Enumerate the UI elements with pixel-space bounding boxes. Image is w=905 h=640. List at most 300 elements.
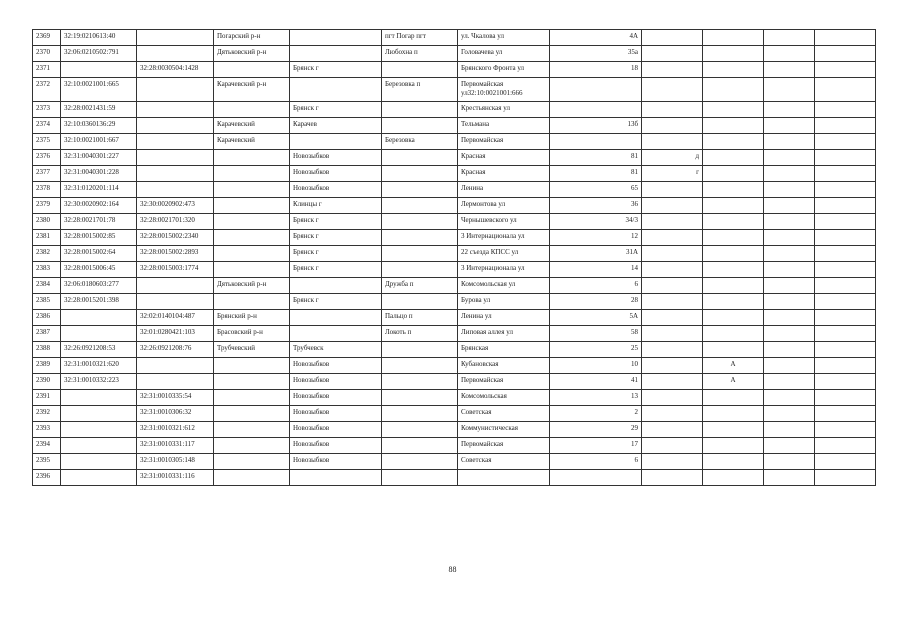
table-row	[33, 422, 876, 438]
cell-empty-2	[815, 78, 876, 102]
cell-letter	[642, 118, 703, 134]
cell-row-number: 2395	[33, 454, 61, 470]
cell-building-cadastral-number: 32:28:0015003:1774	[137, 262, 214, 278]
cell-row-number: 2369	[33, 30, 61, 46]
cell-building	[703, 198, 764, 214]
cell-building	[703, 406, 764, 422]
cell-empty-1	[764, 262, 815, 278]
cell-city	[290, 78, 382, 102]
cell-house-number: 14	[550, 262, 642, 278]
cell-street: Бурова ул	[458, 294, 550, 310]
cell-letter	[642, 278, 703, 294]
cell-district	[214, 294, 290, 310]
cell-row-number: 2389	[33, 358, 61, 374]
cell-house-number: 12	[550, 230, 642, 246]
cell-empty-1	[764, 406, 815, 422]
cell-row-number: 2382	[33, 246, 61, 262]
table-row	[33, 78, 876, 102]
cell-settlement: Дружба п	[382, 278, 458, 294]
cell-row-number: 2380	[33, 214, 61, 230]
cell-settlement	[382, 230, 458, 246]
cell-building-cadastral-number	[137, 182, 214, 198]
cell-empty-2	[815, 166, 876, 182]
cell-district	[214, 438, 290, 454]
cell-letter	[642, 262, 703, 278]
table-row	[33, 454, 876, 470]
cell-building	[703, 30, 764, 46]
cell-empty-2	[815, 46, 876, 62]
cell-letter	[642, 294, 703, 310]
cell-street: Крестьянская ул	[458, 102, 550, 118]
cell-building	[703, 294, 764, 310]
table-row	[33, 278, 876, 294]
cell-settlement	[382, 406, 458, 422]
cell-building-cadastral-number: 32:26:0921208:76	[137, 342, 214, 358]
table-row	[33, 166, 876, 182]
cell-letter	[642, 454, 703, 470]
table-row	[33, 150, 876, 166]
cell-building	[703, 46, 764, 62]
cell-letter	[642, 390, 703, 406]
cell-cadastral-number	[61, 406, 137, 422]
cell-city	[290, 134, 382, 150]
table-row	[33, 198, 876, 214]
cell-building-cadastral-number	[137, 150, 214, 166]
table-row	[33, 438, 876, 454]
cell-letter	[642, 342, 703, 358]
cell-building-cadastral-number	[137, 358, 214, 374]
cell-city: Новозыбков	[290, 374, 382, 390]
cell-cadastral-number	[61, 326, 137, 342]
cell-empty-1	[764, 470, 815, 486]
cell-empty-1	[764, 150, 815, 166]
cell-house-number: 28	[550, 294, 642, 310]
cell-district: Карачевский	[214, 134, 290, 150]
cell-empty-2	[815, 134, 876, 150]
cell-building	[703, 182, 764, 198]
cell-settlement: Локоть п	[382, 326, 458, 342]
cell-building	[703, 230, 764, 246]
cell-row-number: 2374	[33, 118, 61, 134]
cell-cadastral-number	[61, 438, 137, 454]
table-row	[33, 118, 876, 134]
table-row	[33, 62, 876, 78]
cell-building: А	[703, 358, 764, 374]
cell-street: 3 Интернационала ул	[458, 262, 550, 278]
cell-house-number: 2	[550, 406, 642, 422]
cell-empty-1	[764, 166, 815, 182]
cell-street: Ленина ул	[458, 310, 550, 326]
cell-letter	[642, 230, 703, 246]
cell-row-number: 2394	[33, 438, 61, 454]
cell-house-number: 81	[550, 150, 642, 166]
cell-settlement: Любохна п	[382, 46, 458, 62]
cell-row-number: 2388	[33, 342, 61, 358]
cell-empty-2	[815, 118, 876, 134]
cell-cadastral-number: 32:28:0021701:78	[61, 214, 137, 230]
cell-street: ул. Чкалова ул	[458, 30, 550, 46]
table-row	[33, 310, 876, 326]
cell-city: Новозыбков	[290, 438, 382, 454]
cell-empty-1	[764, 438, 815, 454]
cell-city	[290, 46, 382, 62]
cell-building	[703, 390, 764, 406]
cell-building-cadastral-number	[137, 278, 214, 294]
cell-street: Кубановская	[458, 358, 550, 374]
cell-letter	[642, 30, 703, 46]
cell-building	[703, 278, 764, 294]
cell-empty-2	[815, 62, 876, 78]
cell-building	[703, 310, 764, 326]
cell-empty-2	[815, 470, 876, 486]
registry-body	[33, 30, 876, 486]
cell-city: Брянск г	[290, 262, 382, 278]
cell-empty-2	[815, 150, 876, 166]
cell-cadastral-number: 32:10:0360136:29	[61, 118, 137, 134]
cell-city: Трубчевск	[290, 342, 382, 358]
cell-house-number: 29	[550, 422, 642, 438]
cell-building	[703, 246, 764, 262]
cell-row-number: 2390	[33, 374, 61, 390]
cell-building	[703, 326, 764, 342]
cell-building	[703, 166, 764, 182]
cell-city: Новозыбков	[290, 390, 382, 406]
cell-cadastral-number: 32:28:0015002:85	[61, 230, 137, 246]
cell-house-number: 4А	[550, 30, 642, 46]
cell-letter	[642, 102, 703, 118]
cell-house-number: 31А	[550, 246, 642, 262]
cell-empty-1	[764, 374, 815, 390]
cell-city	[290, 310, 382, 326]
cell-empty-1	[764, 230, 815, 246]
cell-row-number: 2377	[33, 166, 61, 182]
cell-building	[703, 134, 764, 150]
cell-building	[703, 62, 764, 78]
cell-cadastral-number: 32:31:0120201:114	[61, 182, 137, 198]
cell-letter	[642, 470, 703, 486]
cell-settlement	[382, 246, 458, 262]
cell-city: Новозыбков	[290, 150, 382, 166]
cell-building	[703, 438, 764, 454]
table-row	[33, 214, 876, 230]
cell-letter	[642, 438, 703, 454]
cell-building-cadastral-number: 32:02:0140104:487	[137, 310, 214, 326]
cell-row-number: 2373	[33, 102, 61, 118]
table-row	[33, 326, 876, 342]
cell-letter	[642, 374, 703, 390]
table-row	[33, 390, 876, 406]
cell-settlement	[382, 438, 458, 454]
cell-settlement	[382, 342, 458, 358]
cell-row-number: 2386	[33, 310, 61, 326]
cell-row-number: 2381	[33, 230, 61, 246]
cell-empty-2	[815, 182, 876, 198]
cell-district	[214, 358, 290, 374]
cell-row-number: 2392	[33, 406, 61, 422]
cell-street: Чернышевского ул	[458, 214, 550, 230]
cell-cadastral-number: 32:31:0040301:227	[61, 150, 137, 166]
cell-empty-2	[815, 390, 876, 406]
cell-building-cadastral-number: 32:31:0010306:32	[137, 406, 214, 422]
cell-building-cadastral-number: 32:31:0010331:116	[137, 470, 214, 486]
cell-district	[214, 182, 290, 198]
cell-empty-2	[815, 310, 876, 326]
cell-district: Карачевский	[214, 118, 290, 134]
cell-building	[703, 102, 764, 118]
cell-settlement	[382, 62, 458, 78]
cell-district: Дятьковский р-н	[214, 278, 290, 294]
cell-building-cadastral-number	[137, 102, 214, 118]
cell-district	[214, 166, 290, 182]
cell-row-number: 2393	[33, 422, 61, 438]
cell-district	[214, 246, 290, 262]
cell-row-number: 2383	[33, 262, 61, 278]
cell-letter: г	[642, 166, 703, 182]
cell-row-number: 2379	[33, 198, 61, 214]
cell-city: Карачев	[290, 118, 382, 134]
cell-district	[214, 406, 290, 422]
cell-house-number: 41	[550, 374, 642, 390]
cell-cadastral-number: 32:30:0020902:164	[61, 198, 137, 214]
cell-city	[290, 278, 382, 294]
cell-district	[214, 198, 290, 214]
cell-empty-1	[764, 454, 815, 470]
cell-building	[703, 262, 764, 278]
cell-row-number: 2370	[33, 46, 61, 62]
cell-street: Комсомольская ул	[458, 278, 550, 294]
cell-row-number: 2387	[33, 326, 61, 342]
cell-district	[214, 470, 290, 486]
cell-letter	[642, 358, 703, 374]
cell-street: Комсомольская	[458, 390, 550, 406]
cell-row-number: 2391	[33, 390, 61, 406]
cell-cadastral-number	[61, 390, 137, 406]
cell-city: Брянск г	[290, 294, 382, 310]
cell-empty-2	[815, 278, 876, 294]
cell-building-cadastral-number: 32:30:0020902:473	[137, 198, 214, 214]
cell-empty-1	[764, 78, 815, 102]
cell-city	[290, 470, 382, 486]
cell-building	[703, 342, 764, 358]
cell-cadastral-number: 32:31:0010332:223	[61, 374, 137, 390]
cell-street: Первомайская	[458, 438, 550, 454]
cell-empty-1	[764, 326, 815, 342]
cell-empty-2	[815, 198, 876, 214]
cell-house-number: 81	[550, 166, 642, 182]
cell-cadastral-number: 32:06:0210502:791	[61, 46, 137, 62]
cell-settlement: Березовка п	[382, 78, 458, 102]
cell-row-number: 2396	[33, 470, 61, 486]
cell-building-cadastral-number: 32:31:0010331:117	[137, 438, 214, 454]
cell-street: Липовая аллея ул	[458, 326, 550, 342]
cell-empty-1	[764, 118, 815, 134]
cell-cadastral-number: 32:26:0921208:53	[61, 342, 137, 358]
cell-city	[290, 326, 382, 342]
cell-row-number: 2372	[33, 78, 61, 102]
cell-house-number: 13б	[550, 118, 642, 134]
cell-empty-2	[815, 262, 876, 278]
cell-house-number: 10	[550, 358, 642, 374]
cell-house-number	[550, 470, 642, 486]
cell-house-number	[550, 102, 642, 118]
cell-house-number: 34/3	[550, 214, 642, 230]
cell-empty-1	[764, 102, 815, 118]
cell-row-number: 2384	[33, 278, 61, 294]
cell-letter: д	[642, 150, 703, 166]
cell-street: 3 Интернационала ул	[458, 230, 550, 246]
cell-cadastral-number: 32:10:0021001:665	[61, 78, 137, 102]
cell-district	[214, 214, 290, 230]
cell-district	[214, 454, 290, 470]
cell-settlement	[382, 118, 458, 134]
cell-building	[703, 422, 764, 438]
cell-settlement: Березовка	[382, 134, 458, 150]
table-row	[33, 374, 876, 390]
cell-empty-1	[764, 62, 815, 78]
cell-building-cadastral-number: 32:28:0015002:2893	[137, 246, 214, 262]
table-row	[33, 246, 876, 262]
cell-settlement	[382, 150, 458, 166]
cell-city: Брянск г	[290, 62, 382, 78]
cell-street: Коммунистическая	[458, 422, 550, 438]
cell-city: Клинцы г	[290, 198, 382, 214]
cell-building-cadastral-number	[137, 46, 214, 62]
table-row	[33, 182, 876, 198]
cell-empty-2	[815, 230, 876, 246]
cell-house-number: 6	[550, 454, 642, 470]
cell-city: Новозыбков	[290, 406, 382, 422]
cell-house-number: 5А	[550, 310, 642, 326]
cell-settlement	[382, 390, 458, 406]
cell-building-cadastral-number: 32:01:0280421:103	[137, 326, 214, 342]
cell-empty-2	[815, 438, 876, 454]
cell-letter	[642, 246, 703, 262]
cell-house-number	[550, 78, 642, 102]
cell-district	[214, 62, 290, 78]
cell-building-cadastral-number	[137, 166, 214, 182]
cell-district: Брянский р-н	[214, 310, 290, 326]
cell-settlement	[382, 454, 458, 470]
table-row	[33, 46, 876, 62]
cell-empty-2	[815, 342, 876, 358]
cell-city: Новозыбков	[290, 166, 382, 182]
cell-settlement: пгт Погар пгт	[382, 30, 458, 46]
cell-building-cadastral-number: 32:31:0010321:612	[137, 422, 214, 438]
cell-city: Брянск г	[290, 246, 382, 262]
cell-district: Дятьковский р-н	[214, 46, 290, 62]
cell-letter	[642, 422, 703, 438]
cell-house-number	[550, 134, 642, 150]
cell-house-number: 65	[550, 182, 642, 198]
cell-building	[703, 118, 764, 134]
cell-building	[703, 78, 764, 102]
cell-district	[214, 390, 290, 406]
table-row	[33, 358, 876, 374]
cell-empty-1	[764, 246, 815, 262]
table-row	[33, 262, 876, 278]
cell-empty-2	[815, 326, 876, 342]
table-row	[33, 30, 876, 46]
cell-cadastral-number	[61, 470, 137, 486]
cell-settlement	[382, 182, 458, 198]
cell-settlement	[382, 262, 458, 278]
cell-cadastral-number: 32:19:0210613:40	[61, 30, 137, 46]
cell-building-cadastral-number	[137, 78, 214, 102]
cell-street: Красная	[458, 166, 550, 182]
cell-building	[703, 150, 764, 166]
cell-settlement	[382, 198, 458, 214]
cell-building-cadastral-number	[137, 118, 214, 134]
cell-empty-2	[815, 358, 876, 374]
cell-city: Новозыбков	[290, 422, 382, 438]
cell-house-number: 6	[550, 278, 642, 294]
cell-district	[214, 422, 290, 438]
cell-house-number: 18	[550, 62, 642, 78]
cell-cadastral-number	[61, 454, 137, 470]
table-row	[33, 470, 876, 486]
cell-empty-1	[764, 198, 815, 214]
cell-city: Брянск г	[290, 214, 382, 230]
registry-table	[32, 29, 876, 486]
cell-house-number: 17	[550, 438, 642, 454]
cell-building-cadastral-number: 32:28:0021701:320	[137, 214, 214, 230]
table-row	[33, 230, 876, 246]
cell-empty-2	[815, 30, 876, 46]
cell-settlement	[382, 294, 458, 310]
cell-house-number: 58	[550, 326, 642, 342]
cell-street: Брянского Фронта ул	[458, 62, 550, 78]
cell-settlement	[382, 422, 458, 438]
cell-settlement: Пальцо п	[382, 310, 458, 326]
cell-empty-1	[764, 182, 815, 198]
cell-building-cadastral-number: 32:31:0010305:148	[137, 454, 214, 470]
cell-cadastral-number: 32:28:0015006:45	[61, 262, 137, 278]
cell-cadastral-number: 32:28:0015201:398	[61, 294, 137, 310]
cell-building	[703, 454, 764, 470]
cell-street: Советская	[458, 454, 550, 470]
table-row	[33, 406, 876, 422]
cell-district: Карачевский р-н	[214, 78, 290, 102]
table-row	[33, 294, 876, 310]
table-row	[33, 134, 876, 150]
cell-empty-2	[815, 422, 876, 438]
page-number: 88	[448, 565, 457, 574]
cell-cadastral-number: 32:06:0180603:277	[61, 278, 137, 294]
cell-house-number: 36	[550, 198, 642, 214]
cell-letter	[642, 78, 703, 102]
table-row	[33, 342, 876, 358]
cell-row-number: 2385	[33, 294, 61, 310]
cell-settlement	[382, 470, 458, 486]
cell-cadastral-number: 32:28:0015002:64	[61, 246, 137, 262]
cell-letter	[642, 310, 703, 326]
cell-street: Лермонтова ул	[458, 198, 550, 214]
cell-empty-1	[764, 214, 815, 230]
cell-letter	[642, 198, 703, 214]
cell-building-cadastral-number	[137, 294, 214, 310]
cell-settlement	[382, 166, 458, 182]
cell-empty-2	[815, 454, 876, 470]
cell-street: Брянская	[458, 342, 550, 358]
cell-empty-1	[764, 342, 815, 358]
cell-letter	[642, 406, 703, 422]
cell-empty-2	[815, 294, 876, 310]
cell-settlement	[382, 102, 458, 118]
cell-street: Первомайская	[458, 374, 550, 390]
cell-cadastral-number: 32:28:0021431:59	[61, 102, 137, 118]
cell-cadastral-number	[61, 62, 137, 78]
cell-district	[214, 102, 290, 118]
